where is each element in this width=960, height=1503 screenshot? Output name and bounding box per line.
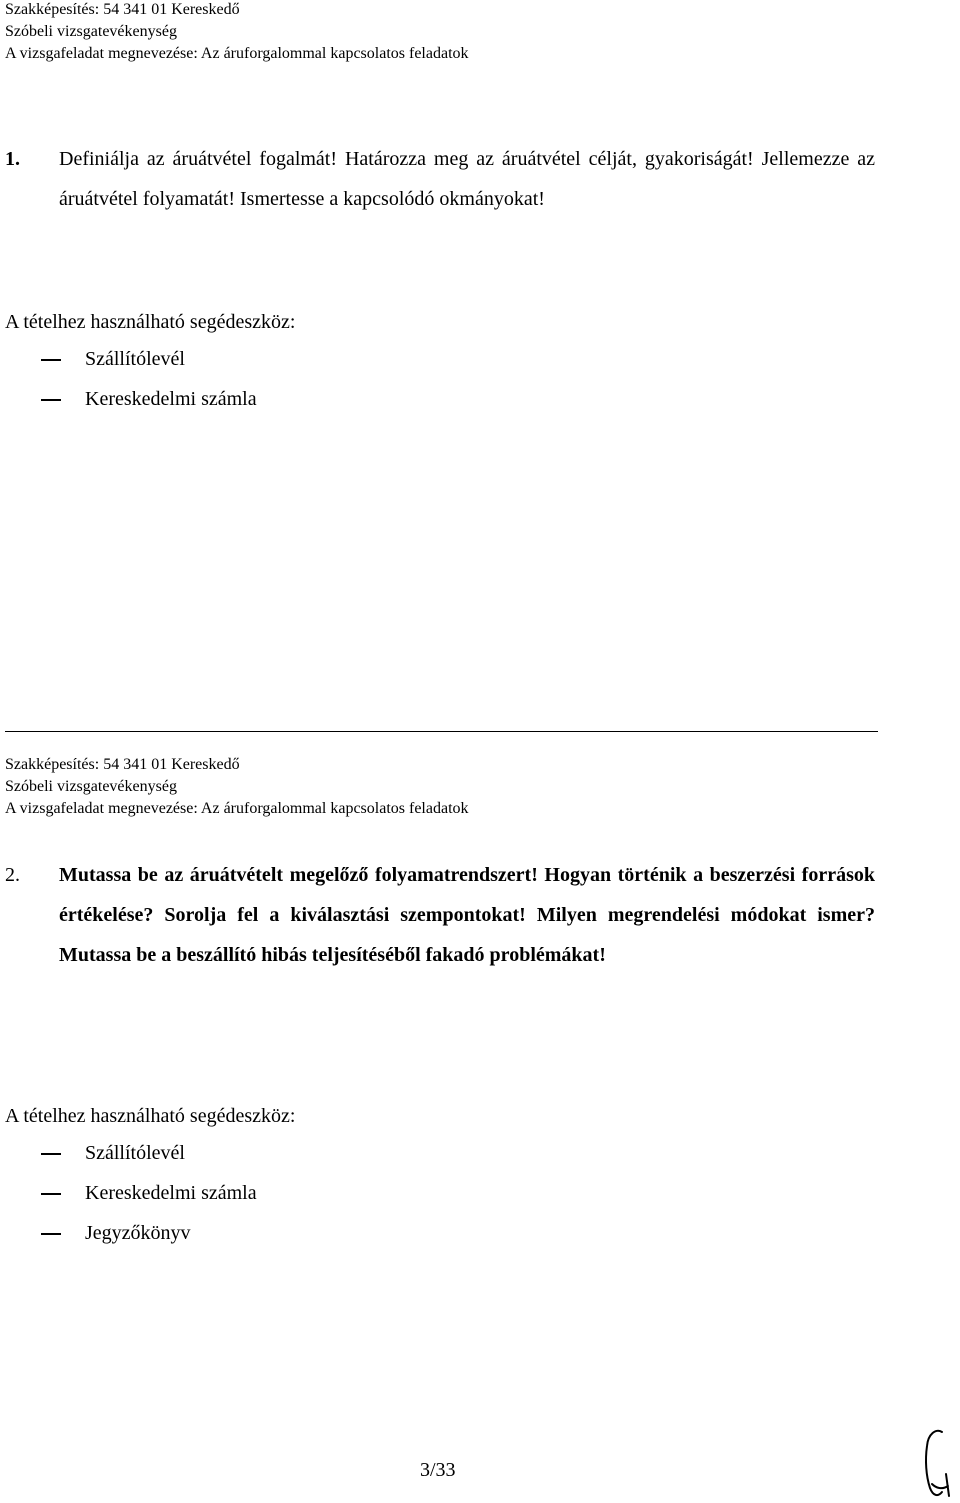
dash-bullet-icon: [41, 399, 61, 401]
question-1-text: Definiálja az áruátvétel fogalmát! Határozza meg az áruátvétel célját, gyakoriságát! Jellemezze az áruátvétel folyamatát! Ismertesse a kapcsolódó okmányokat!: [59, 148, 875, 210]
page-number: 3/33: [420, 1459, 456, 1481]
header-task-name: A vizsgafeladat megnevezése: Az áruforgalommal kapcsolatos feladatok: [5, 800, 469, 817]
header-exam-type: Szóbeli vizsgatevékenység: [5, 778, 177, 795]
question-2: [5, 855, 875, 975]
header-task-name: A vizsgafeladat megnevezése: Az áruforgalommal kapcsolatos feladatok: [5, 45, 469, 62]
aid-item-label: Szállítólevél: [85, 348, 185, 370]
dash-bullet-icon: [41, 1233, 61, 1235]
header-qualification: Szakképesítés: 54 341 01 Kereskedő: [5, 756, 240, 773]
signature-mark: [918, 1426, 954, 1500]
question-1-number: 1.: [5, 148, 20, 170]
page-divider: [5, 731, 878, 732]
aid-item-label: Kereskedelmi számla: [85, 388, 257, 410]
question-2-aids-label: A tételhez használható segédeszköz:: [5, 1105, 296, 1127]
header-qualification: Szakképesítés: 54 341 01 Kereskedő: [5, 1, 240, 18]
question-2-number: 2.: [5, 864, 20, 886]
question-1-aids-label: A tételhez használható segédeszköz:: [5, 311, 296, 333]
dash-bullet-icon: [41, 1193, 61, 1195]
aid-item-label: Szállítólevél: [85, 1142, 185, 1164]
dash-bullet-icon: [41, 1153, 61, 1155]
dash-bullet-icon: [41, 359, 61, 361]
header-exam-type: Szóbeli vizsgatevékenység: [5, 23, 177, 40]
aid-item-label: Jegyzőkönyv: [85, 1222, 191, 1244]
question-2-text: Mutassa be az áruátvételt megelőző folyamatrendszert! Hogyan történik a beszerzési források értékelése? Sorolja fel a kiválasztási szempontokat! Milyen megrendelési módokat ismer? Mutassa be a beszállító hibás teljesítéséből fakadó problémákat!: [59, 864, 875, 966]
aid-item-label: Kereskedelmi számla: [85, 1182, 257, 1204]
question-1: [5, 139, 875, 219]
